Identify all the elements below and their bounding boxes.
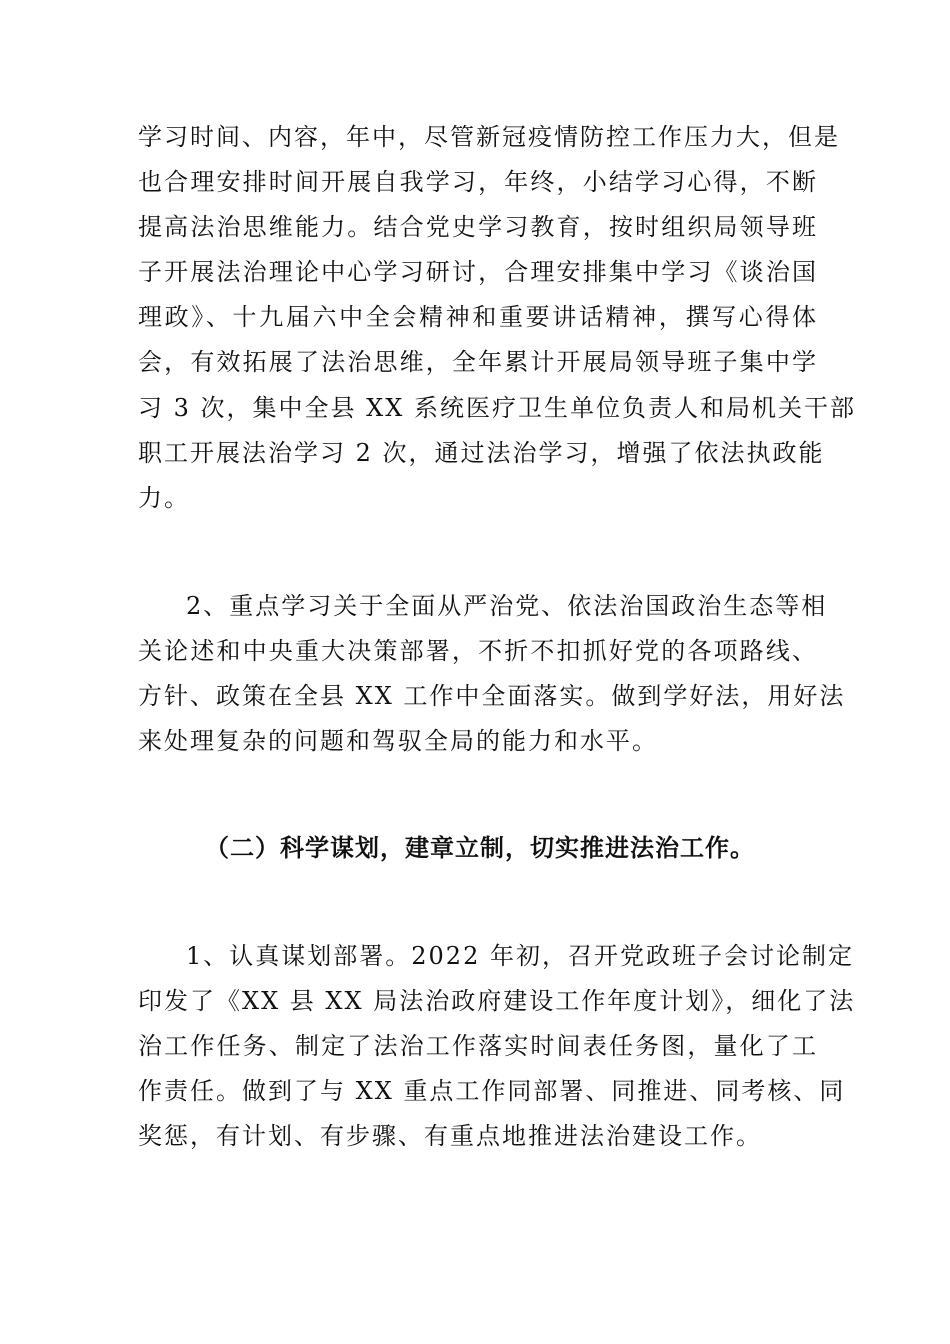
paragraph-3-line-4: 作责任。做到了与 XX 重点工作同部署、同推进、同考核、同	[138, 1077, 846, 1105]
paragraph-2-line-4: 来处理复杂的问题和驾驭全局的能力和水平。	[138, 727, 658, 755]
paragraph-3-line-5: 奖惩，有计划、有步骤、有重点地推进法治建设工作。	[138, 1122, 762, 1150]
paragraph-3-line-3: 治工作任务、制定了法治工作落实时间表任务图，量化了工	[138, 1032, 818, 1060]
paragraph-3-line-2: 印发了《XX 县 XX 局法治政府建设工作年度计划》，细化了法	[138, 987, 856, 1015]
paragraph-1-line-9: 力。	[138, 484, 190, 512]
paragraph-1-line-7: 习 3 次，集中全县 XX 系统医疗卫生单位负责人和局机关干部	[138, 394, 856, 422]
paragraph-1-line-1: 学习时间、内容，年中，尽管新冠疫情防控工作压力大，但是	[138, 123, 840, 151]
paragraph-1-line-8: 职工开展法治学习 2 次，通过法治学习，增强了依法执政能	[138, 439, 825, 467]
paragraph-2-line-1: 2、重点学习关于全面从严治党、依法治国政治生态等相	[186, 592, 828, 620]
paragraph-2-line-2: 关论述和中央重大决策部署，不折不扣抓好党的各项路线、	[138, 637, 818, 665]
paragraph-3-line-1: 1、认真谋划部署。2022 年初，召开党政班子会讨论制定	[186, 942, 854, 970]
paragraph-2-line-3: 方针、政策在全县 XX 工作中全面落实。做到学好法，用好法	[138, 682, 846, 710]
section-heading: （二）科学谋划，建章立制，切实推进法治工作。	[205, 834, 755, 862]
paragraph-1-line-5: 理政》、十九届六中全会精神和重要讲话精神，撰写心得体	[138, 303, 818, 331]
paragraph-1-line-2: 也合理安排时间开展自我学习，年终，小结学习心得，不断	[138, 168, 818, 196]
paragraph-1-line-6: 会，有效拓展了法治思维，全年累计开展局领导班子集中学	[138, 348, 818, 376]
paragraph-1-line-4: 子开展法治理论中心学习研讨，合理安排集中学习《谈治国	[138, 258, 818, 286]
paragraph-1-line-3: 提高法治思维能力。结合党史学习教育，按时组织局领导班	[138, 213, 818, 241]
